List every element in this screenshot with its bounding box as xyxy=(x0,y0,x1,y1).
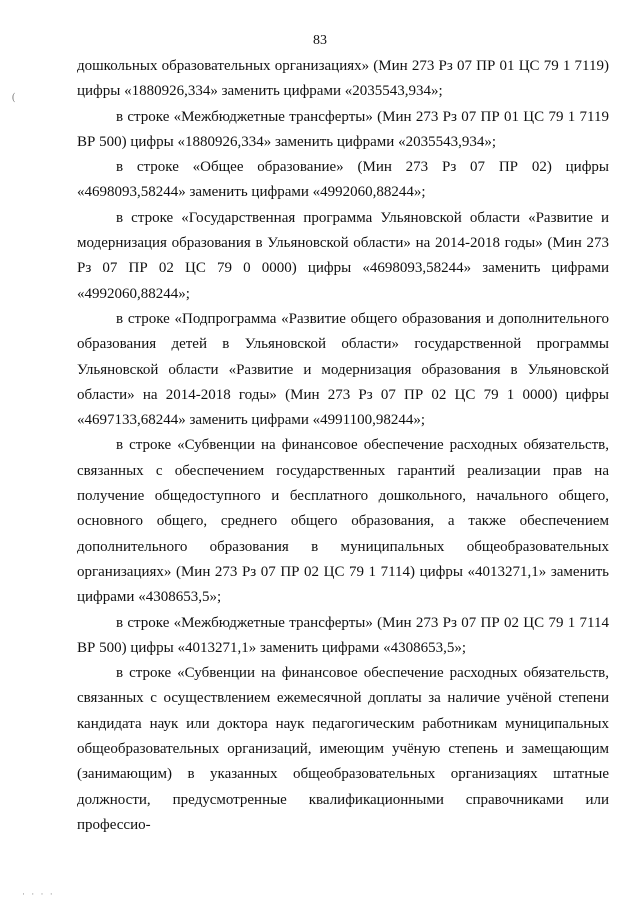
paragraph-5: в строке «Подпрограмма «Развитие общего образования и дополнительного образования детей в Ульяновской области» государственной программы Ульяновской области «Развитие и модернизация образования в Ульяновской области» на 2014-2018 годы» (Мин 273 Рз 07 ПР 02 ЦС 79 1 0000) цифры «4697133,68244» заменить цифрами «4991100,98244»; xyxy=(77,310,609,429)
paragraph-1: дошкольных образовательных организациях» (Мин 273 Рз 07 ПР 01 ЦС 79 1 7119) цифры «1880926,334» заменить цифрами «2035543,934»; xyxy=(77,58,609,100)
paragraph-8: в строке «Субвенции на финансовое обеспечение расходных обязательств, связанных с осуществлением ежемесячной доплаты за наличие учёной степени кандидата наук или доктора наук педагогическим работникам муниципальных общеобразовательных организаций, имеющим учёную степень и замещающим (занимающим) в указанных общеобразовательных организациях штатные должности, предусмотренные квалификационными справочниками или профессио- xyxy=(77,665,609,833)
margin-mark: ( xyxy=(12,92,16,103)
paragraph-3: в строке «Общее образование» (Мин 273 Рз 07 ПР 02) цифры «4698093,58244» заменить цифрами «4992060,88244»; xyxy=(77,159,609,201)
footer-mark: · · · · xyxy=(22,889,55,899)
paragraph-2: в строке «Межбюджетные трансферты» (Мин 273 Рз 07 ПР 01 ЦС 79 1 7119 ВР 500) цифры «1880926,334» заменить цифрами «2035543,934»; xyxy=(77,108,609,150)
paragraph-4: в строке «Государственная программа Ульяновской области «Развитие и модернизация образования в Ульяновской области» на 2014-2018 годы» (Мин 273 Рз 07 ПР 02 ЦС 79 0 0000) цифры «4698093,58244» заменить цифрами «4992060,88244»; xyxy=(77,209,609,302)
paragraph-7: в строке «Межбюджетные трансферты» (Мин 273 Рз 07 ПР 02 ЦС 79 1 7114 ВР 500) цифры «4013271,1» заменить цифрами «4308653,5»; xyxy=(77,614,609,656)
paragraph-6: в строке «Субвенции на финансовое обеспечение расходных обязательств, связанных с обеспечением государственных гарантий реализации прав на получение общедоступного и бесплатного дошкольного, начального общего, основного общего, среднего общего образования, а также обеспечением дополнительного образования в муниципальных общеобразовательных организациях» (Мин 273 Рз 07 ПР 02 ЦС 79 1 7114) цифры «4013271,1» заменить цифрами «4308653,5»; xyxy=(77,437,609,606)
document-body xyxy=(77,54,609,838)
page-number: 83 xyxy=(313,33,327,48)
